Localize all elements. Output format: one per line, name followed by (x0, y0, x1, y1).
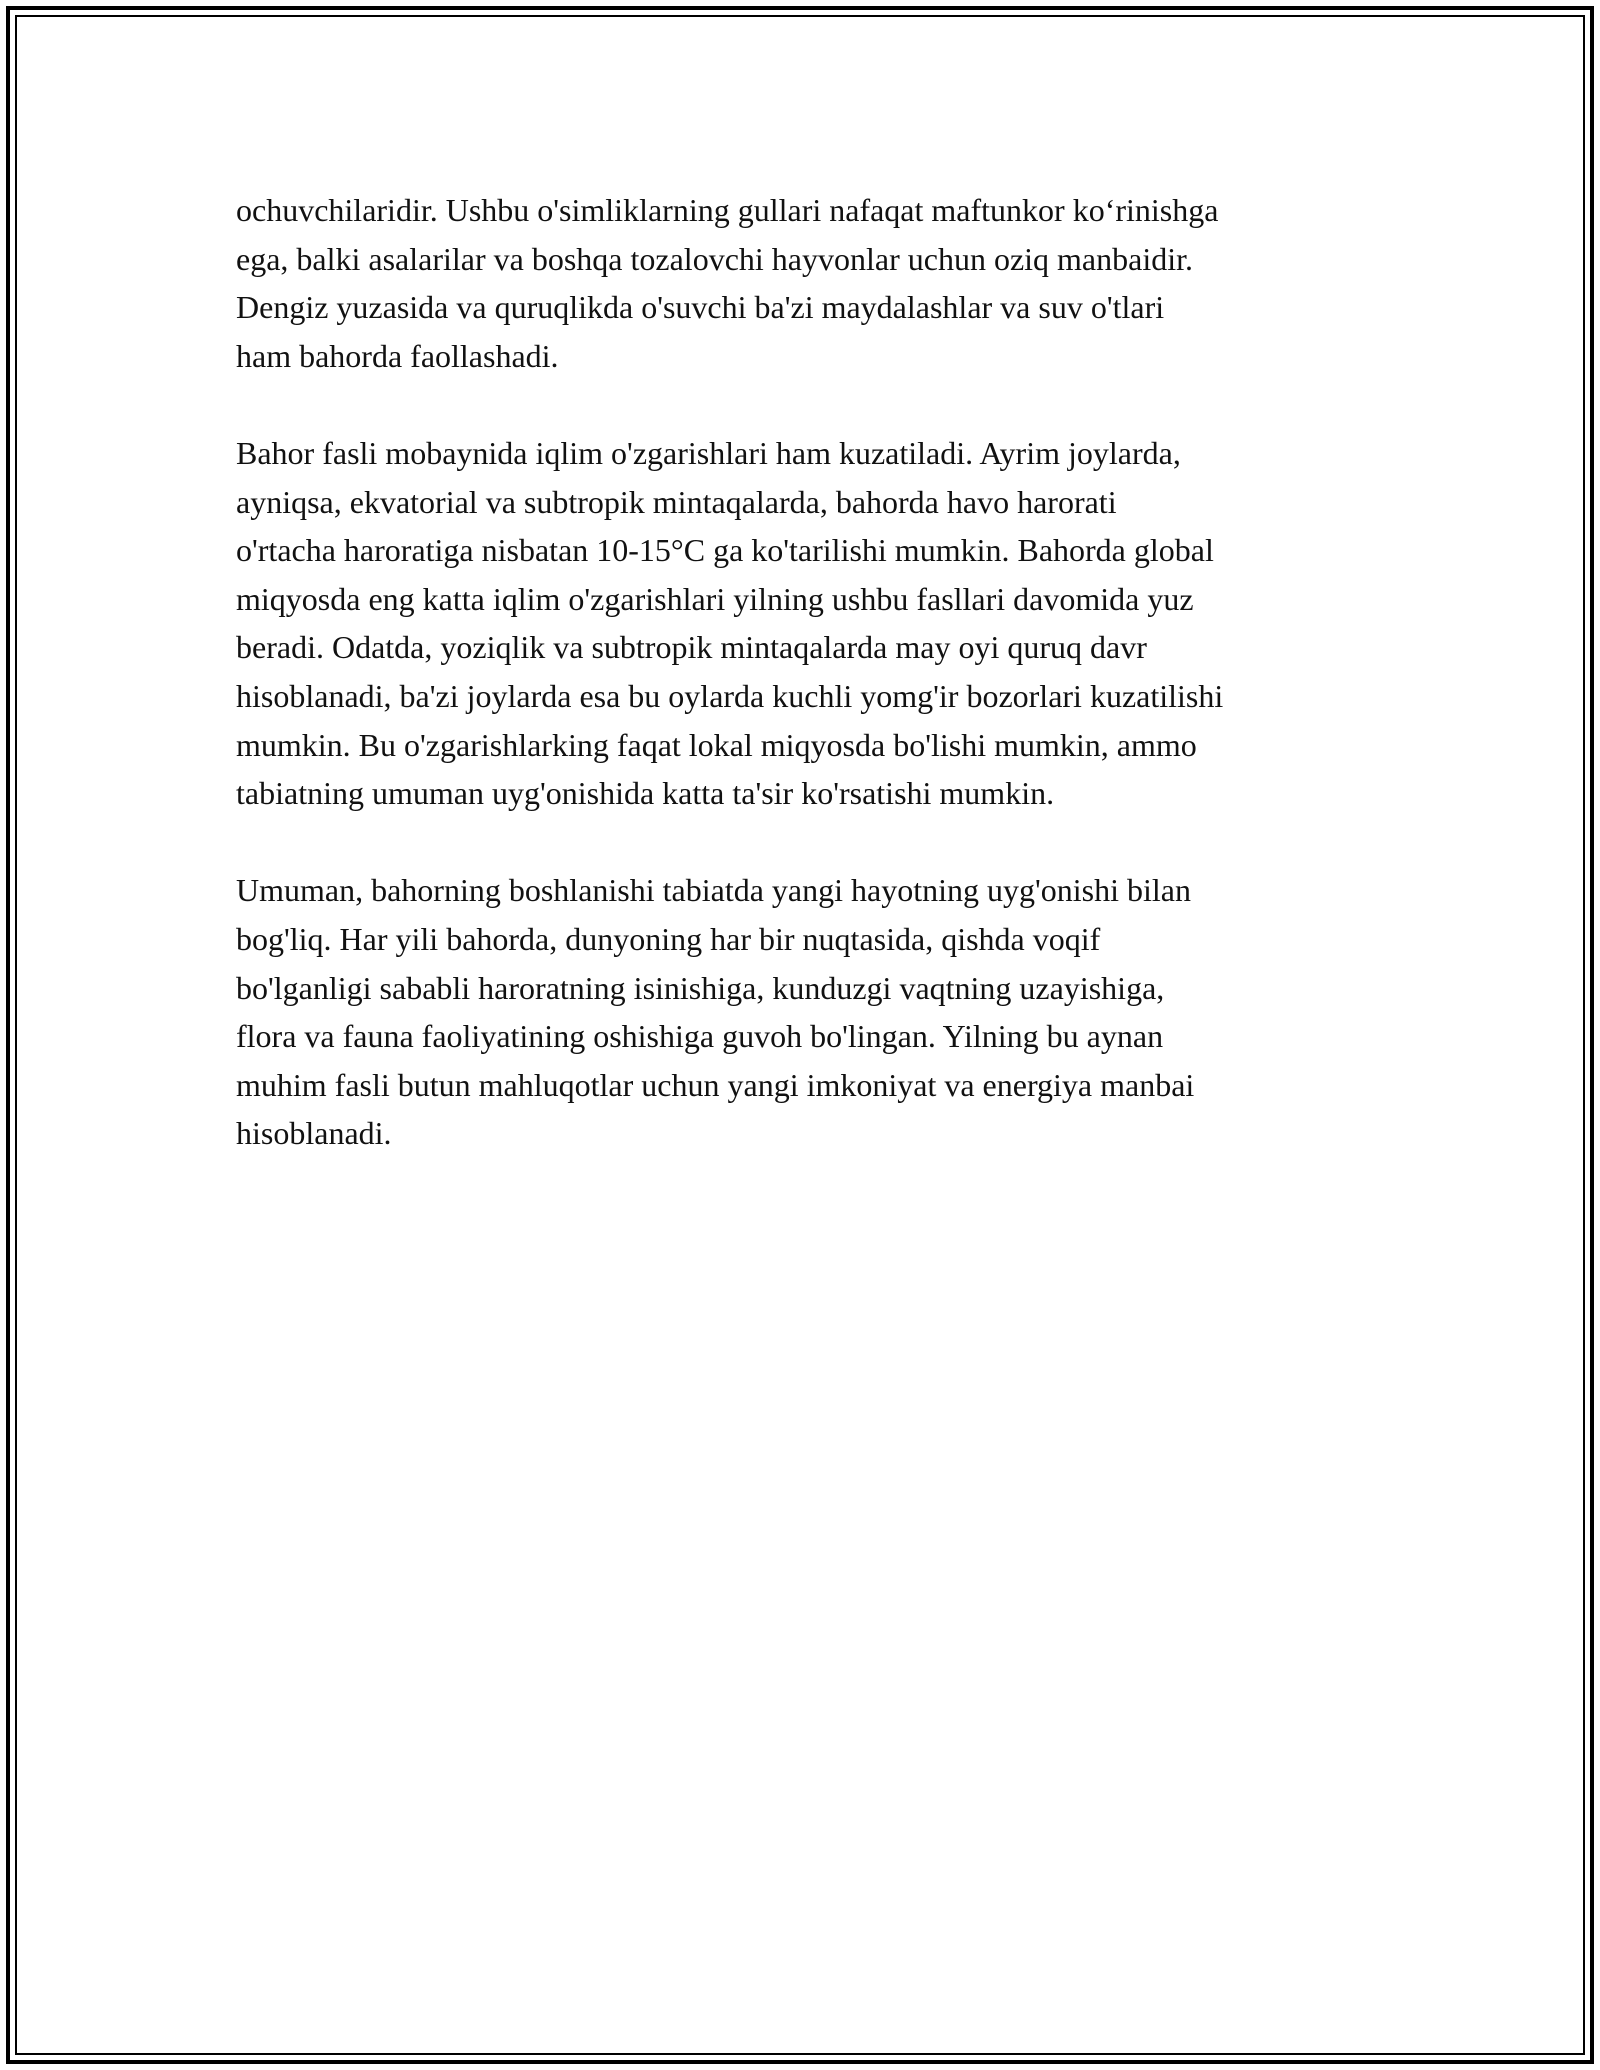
text-line: ochuvchilaridir. Ushbu o'simliklarning gullari nafaqat maftunkor ko‘rinishga (236, 192, 1219, 228)
text-line: tabiatning umuman uyg'onishida katta ta'sir ko'rsatishi mumkin. (236, 775, 1055, 812)
paragraph-2 (236, 429, 1376, 818)
text-line: hisoblanadi. (236, 1115, 392, 1152)
paragraph-3 (236, 866, 1376, 1158)
paragraph-1 (236, 186, 1376, 380)
text-line: ega, balki asalarilar va boshqa tozalovchi hayvonlar uchun oziq manbaidir. (236, 240, 1193, 277)
text-line: bo'lganligi sababli haroratning isinishiga, kunduzgi vaqtning uzayishiga, (236, 969, 1165, 1006)
text-line: mumkin. Bu o'zgarishlarking faqat lokal miqyosda bo'lishi mumkin, ammo (236, 726, 1197, 763)
text-line: ham bahorda faollashadi. (236, 337, 559, 374)
text-line: miqyosda eng katta iqlim o'zgarishlari yilning ushbu fasllari davomida yuz (236, 580, 1194, 617)
text-line: ayniqsa, ekvatorial va subtropik mintaqalarda, bahorda havo harorati (236, 483, 1117, 520)
text-line: Umuman, bahorning boshlanishi tabiatda yangi hayotning uyg'onishi bilan (236, 872, 1191, 909)
text-line: Dengiz yuzasida va quruqlikda o'suvchi ba'zi maydalashlar va suv o'tlari (236, 289, 1165, 326)
text-line: o'rtacha haroratiga nisbatan 10-15°C ga ko'tarilishi mumkin. Bahorda global (236, 532, 1214, 569)
text-line: bog'liq. Har yili bahorda, dunyoning har bir nuqtasida, qishda voqif (236, 920, 1101, 957)
text-line: flora va fauna faoliyatining oshishiga guvoh bo'lingan. Yilning bu aynan (236, 1018, 1164, 1055)
document-body (236, 186, 1376, 1206)
text-line: beradi. Odatda, yoziqlik va subtropik mintaqalarda may oyi quruq davr (236, 629, 1147, 666)
text-line: hisoblanadi, ba'zi joylarda esa bu oylarda kuchli yomg'ir bozorlari kuzatilishi (236, 677, 1224, 714)
text-line: muhim fasli butun mahluqotlar uchun yangi imkoniyat va energiya manbai (236, 1066, 1195, 1103)
text-line: Bahor fasli mobaynida iqlim o'zgarishlari ham kuzatiladi. Ayrim joylarda, (236, 434, 1181, 471)
